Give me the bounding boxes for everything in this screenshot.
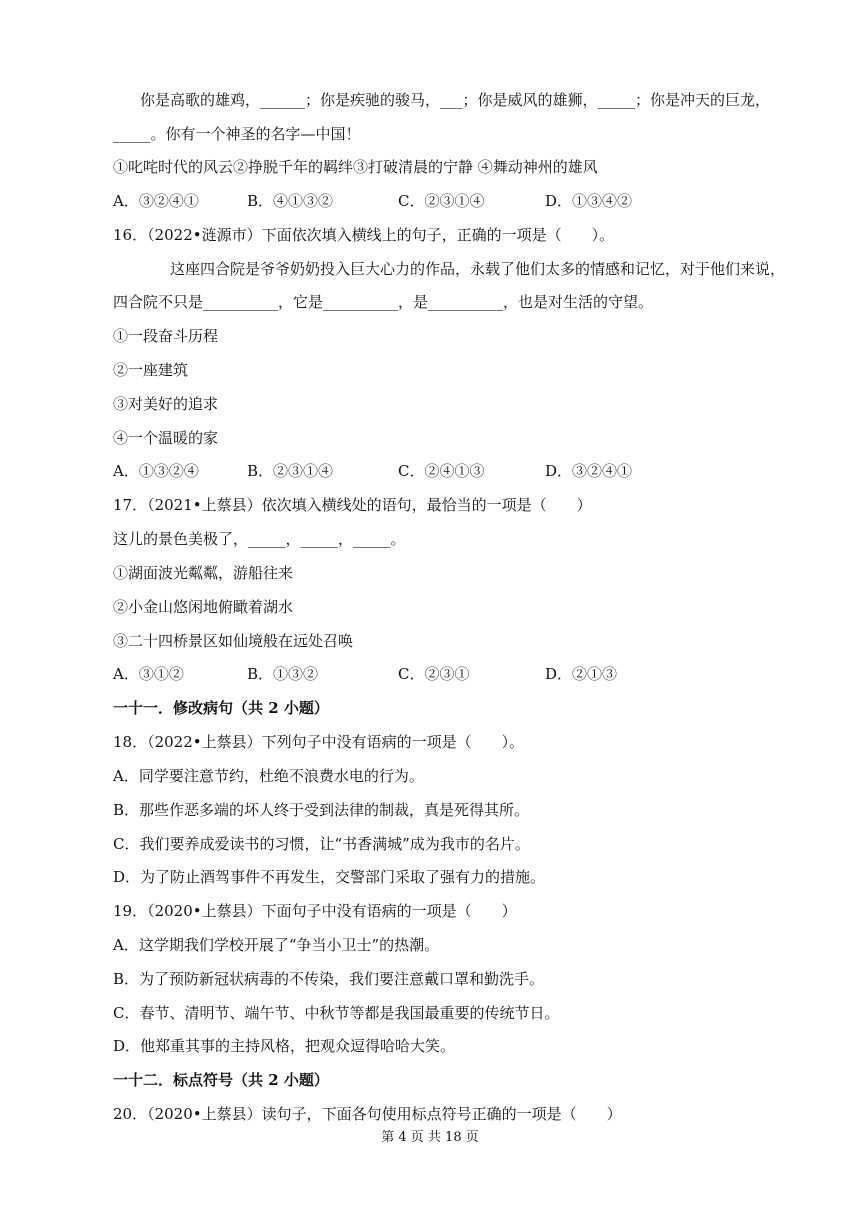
q19-option-b: B．为了预防新冠状病毒的不传染，我们要注意戴口罩和勤洗手。 [113, 970, 545, 988]
q16-choice-3: ③对美好的追求 [113, 395, 219, 413]
q17-option-c: C．②③① [398, 665, 470, 683]
q15-choices: ①叱咤时代的风云②挣脱千年的羁绊③打破清晨的宁静 ④舞动神州的雄风 [113, 158, 598, 176]
q16-stem: 16．（2022•涟源市）下面依次填入横线上的句子，正确的一项是（ ）。 [113, 226, 615, 244]
q15-option-a: A．③②④① [113, 192, 199, 210]
q16-passage-line2: 四合院不只是__________，它是__________，是__________，也是对生活的守望。 [113, 293, 654, 311]
q16-choice-4: ④一个温暖的家 [113, 429, 219, 447]
q16-choice-1: ①一段奋斗历程 [113, 327, 219, 345]
q18-option-b: B．那些作恶多端的坏人终于受到法律的制裁，真是死得其所。 [113, 801, 530, 819]
q15-passage-line1: 你是高歌的雄鸡，______；你是疾驰的骏马，___；你是威风的雄狮，_____；你是冲天的巨龙， [140, 91, 771, 109]
q18-option-c: C．我们要养成爱读书的习惯，让“书香满城”成为我市的名片。 [113, 835, 530, 853]
q19-option-a: A．这学期我们学校开展了“争当小卫士”的热潮。 [113, 936, 440, 954]
q16-passage-line1: 这座四合院是爷爷奶奶投入巨大心力的作品，永载了他们太多的情感和记忆，对于他们来说， [170, 260, 786, 278]
q18-option-a: A．同学要注意节约，杜绝不浪费水电的行为。 [113, 767, 424, 785]
q16-option-c: C．②④①③ [398, 462, 485, 480]
q20-stem: 20．（2020•上蔡县）读句子，下面各句使用标点符号正确的一项是（ ） [113, 1105, 622, 1123]
q16-options [0, 461, 860, 481]
q16-choice-2: ②一座建筑 [113, 361, 189, 379]
q17-stem: 17．（2021•上蔡县）依次填入横线处的语句，最恰当的一项是（ ） [113, 496, 592, 514]
q15-option-b: B．④①③② [247, 192, 334, 210]
q15-options [0, 191, 860, 211]
q19-stem: 19．（2020•上蔡县）下面句子中没有语病的一项是（ ） [113, 902, 517, 920]
section-12-title: 一十二．标点符号（共 2 小题） [113, 1071, 329, 1089]
section-11-title: 一十一．修改病句（共 2 小题） [113, 699, 329, 717]
q15-passage-line2: _____。你有一个神圣的名字—中国！ [113, 125, 361, 143]
q17-options [0, 664, 860, 684]
q15-option-c: C．②③①④ [398, 192, 485, 210]
q16-option-b: B．②③①④ [247, 462, 334, 480]
q16-option-a: A．①③②④ [113, 462, 199, 480]
q18-option-d: D．为了防止酒驾事件不再发生，交警部门采取了强有力的措施。 [113, 868, 546, 886]
page-number: 第 4 页 共 18 页 [381, 1130, 479, 1145]
q18-stem: 18．（2022•上蔡县）下列句子中没有语病的一项是（ ）。 [113, 733, 525, 751]
q15-option-d: D．①③④② [545, 192, 633, 210]
q17-option-b: B．①③② [247, 665, 319, 683]
q17-choice-1: ①湖面波光粼粼，游船往来 [113, 564, 294, 582]
q19-option-d: D．他郑重其事的主持风格，把观众逗得哈哈大笑。 [113, 1037, 456, 1055]
q17-passage: 这儿的景色美极了，_____，_____，_____。 [113, 530, 406, 548]
q16-option-d: D．③②④① [545, 462, 633, 480]
q19-option-c: C．春节、清明节、端午节、中秋节等都是我国最重要的传统节日。 [113, 1004, 560, 1022]
q17-option-d: D．②①③ [545, 665, 618, 683]
q17-choice-2: ②小金山悠闲地俯瞰着湖水 [113, 598, 294, 616]
q17-option-a: A．③①② [113, 665, 184, 683]
q17-choice-3: ③二十四桥景区如仙境般在远处召唤 [113, 632, 354, 650]
